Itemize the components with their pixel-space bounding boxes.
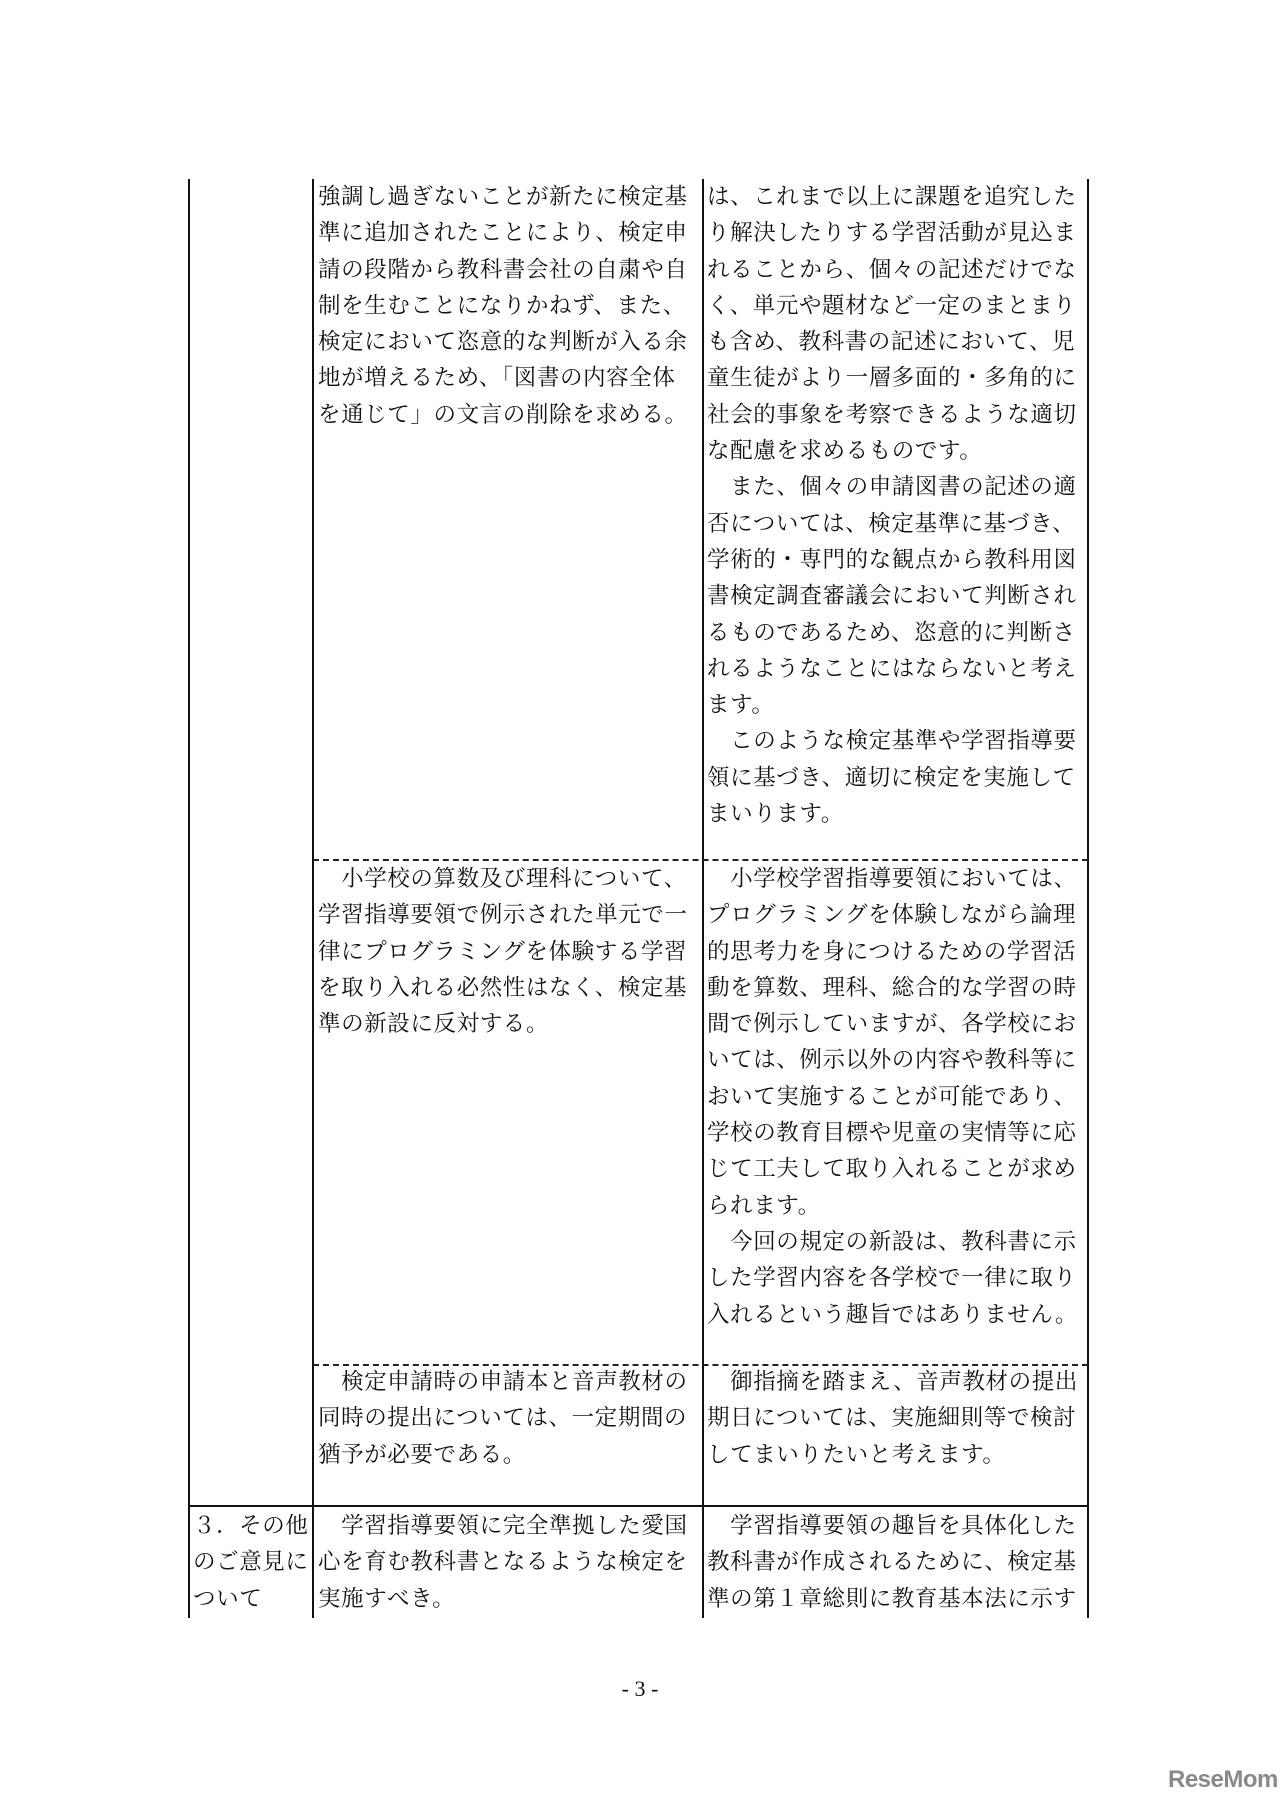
- text-line: した学習内容を各学校で一律に取り: [707, 1265, 1077, 1292]
- text-line: ます。: [707, 692, 775, 719]
- text-line: してまいりたいと考えます。: [707, 1441, 1006, 1468]
- text-line: 学習指導要領に完全準拠した愛国: [318, 1513, 688, 1539]
- text-line: 実施すべき。: [318, 1585, 456, 1612]
- category-cell: [193, 1508, 309, 1617]
- text-line: 検定申請時の申請本と音声教材の: [318, 1369, 688, 1395]
- text-line: を取り入れる必然性はなく、検定基: [318, 974, 688, 1001]
- text-line: 請の段階から教科書会社の自粛や自: [318, 256, 688, 283]
- text-line: 同時の提出については、一定期間の: [318, 1405, 688, 1432]
- table-border-right: [1087, 179, 1089, 1618]
- text-line: じて工夫して取り入れることが求め: [707, 1156, 1077, 1183]
- text-line: 強調し過ぎないことが新たに検定基: [318, 184, 688, 210]
- row-divider-solid: [188, 1505, 1089, 1507]
- table-divider-col2: [312, 179, 314, 1618]
- opinion-cell: [318, 1508, 688, 1617]
- text-line: を通じて」の文言の削除を求める。: [318, 401, 688, 428]
- text-line: 書検定調査審議会において判断され: [707, 583, 1077, 610]
- text-line: ついて: [193, 1585, 263, 1612]
- text-line: 期日については、実施細則等で検討: [707, 1405, 1077, 1432]
- text-line: 猶予が必要である。: [318, 1441, 526, 1468]
- text-line: 制を生むことになりかねず、また、: [318, 292, 686, 319]
- response-cell: [707, 1364, 1078, 1473]
- text-line: 学習指導要領の趣旨を具体化した: [707, 1513, 1077, 1539]
- response-cell: [707, 179, 1077, 832]
- text-line: 地が増えるため、「図書の内容全体: [318, 365, 676, 392]
- text-line: 準に追加されたことにより、検定申: [318, 220, 688, 247]
- text-line: 否については、検定基準に基づき、: [707, 510, 1076, 537]
- text-line: プログラミングを体験しながら論理: [707, 902, 1077, 929]
- text-line: 検定において恣意的な判断が入る余: [318, 329, 688, 356]
- text-line: は、これまで以上に課題を追究した: [707, 184, 1077, 210]
- text-line: 領に基づき、適切に検定を実施して: [707, 764, 1076, 791]
- text-line: 今回の規定の新設は、教科書に示: [707, 1228, 1077, 1255]
- opinion-cell: [318, 179, 688, 433]
- page-number: - 3 -: [621, 1676, 659, 1701]
- text-line: も含め、教科書の記述において、児: [707, 329, 1076, 356]
- response-cell: [707, 1508, 1077, 1617]
- text-line: 律にプログラミングを体験する学習: [318, 938, 688, 965]
- text-line: り解決したりする学習活動が見込ま: [707, 220, 1077, 247]
- text-line: 教科書が作成されるために、検定基: [707, 1549, 1077, 1576]
- opinion-cell: [318, 861, 688, 1042]
- text-line: な配慮を求めるものです。: [707, 438, 983, 465]
- text-line: 間で例示していますが、各学校にお: [707, 1011, 1077, 1038]
- text-line: れることから、個々の記述だけでな: [707, 256, 1077, 283]
- text-line: 童生徒がより一層多面的・多角的に: [707, 365, 1077, 392]
- table-divider-col3: [702, 179, 704, 1618]
- text-line: 社会的事象を考察できるような適切: [707, 401, 1077, 428]
- text-line: おいて実施することが可能であり、: [707, 1083, 1077, 1110]
- text-line: るものであるため、恣意的に判断さ: [707, 619, 1076, 646]
- text-line: れるようなことにはならないと考え: [707, 655, 1077, 682]
- text-line: 学習指導要領で例示された単元で一: [318, 902, 688, 929]
- text-line: 学校の教育目標や児童の実情等に応: [707, 1120, 1077, 1147]
- text-line: 準の第１章総則に教育基本法に示す: [707, 1585, 1077, 1612]
- text-line: 学術的・専門的な観点から教科用図: [707, 546, 1077, 573]
- text-line: 御指摘を踏まえ、音声教材の提出: [707, 1369, 1078, 1395]
- text-line: また、個々の申請図書の記述の適: [707, 474, 1077, 501]
- text-line: のご意見に: [193, 1549, 309, 1576]
- text-line: いては、例示以外の内容や教科等に: [707, 1047, 1077, 1074]
- text-line: このような検定基準や学習指導要: [707, 728, 1077, 755]
- text-line: く、単元や題材など一定のまとまり: [707, 292, 1077, 319]
- text-line: 入れるという趣旨ではありません。: [707, 1301, 1078, 1328]
- text-line: られます。: [707, 1192, 821, 1219]
- text-line: 動を算数、理科、総合的な学習の時: [707, 974, 1077, 1001]
- text-line: 準の新設に反対する。: [318, 1011, 550, 1038]
- resemom-logo: ReseMom: [1168, 1766, 1278, 1793]
- text-line: 心を育む教科書となるような検定を: [318, 1549, 688, 1576]
- text-line: 小学校の算数及び理科について、: [318, 866, 687, 892]
- text-line: 小学校学習指導要領においては、: [707, 866, 1077, 892]
- table-border-left: [188, 179, 190, 1618]
- text-line: 的思考力を身につけるための学習活: [707, 938, 1077, 965]
- response-cell: [707, 861, 1078, 1333]
- text-line: まいります。: [707, 801, 844, 828]
- text-line: ３．その他: [193, 1513, 309, 1539]
- opinion-cell: [318, 1364, 688, 1473]
